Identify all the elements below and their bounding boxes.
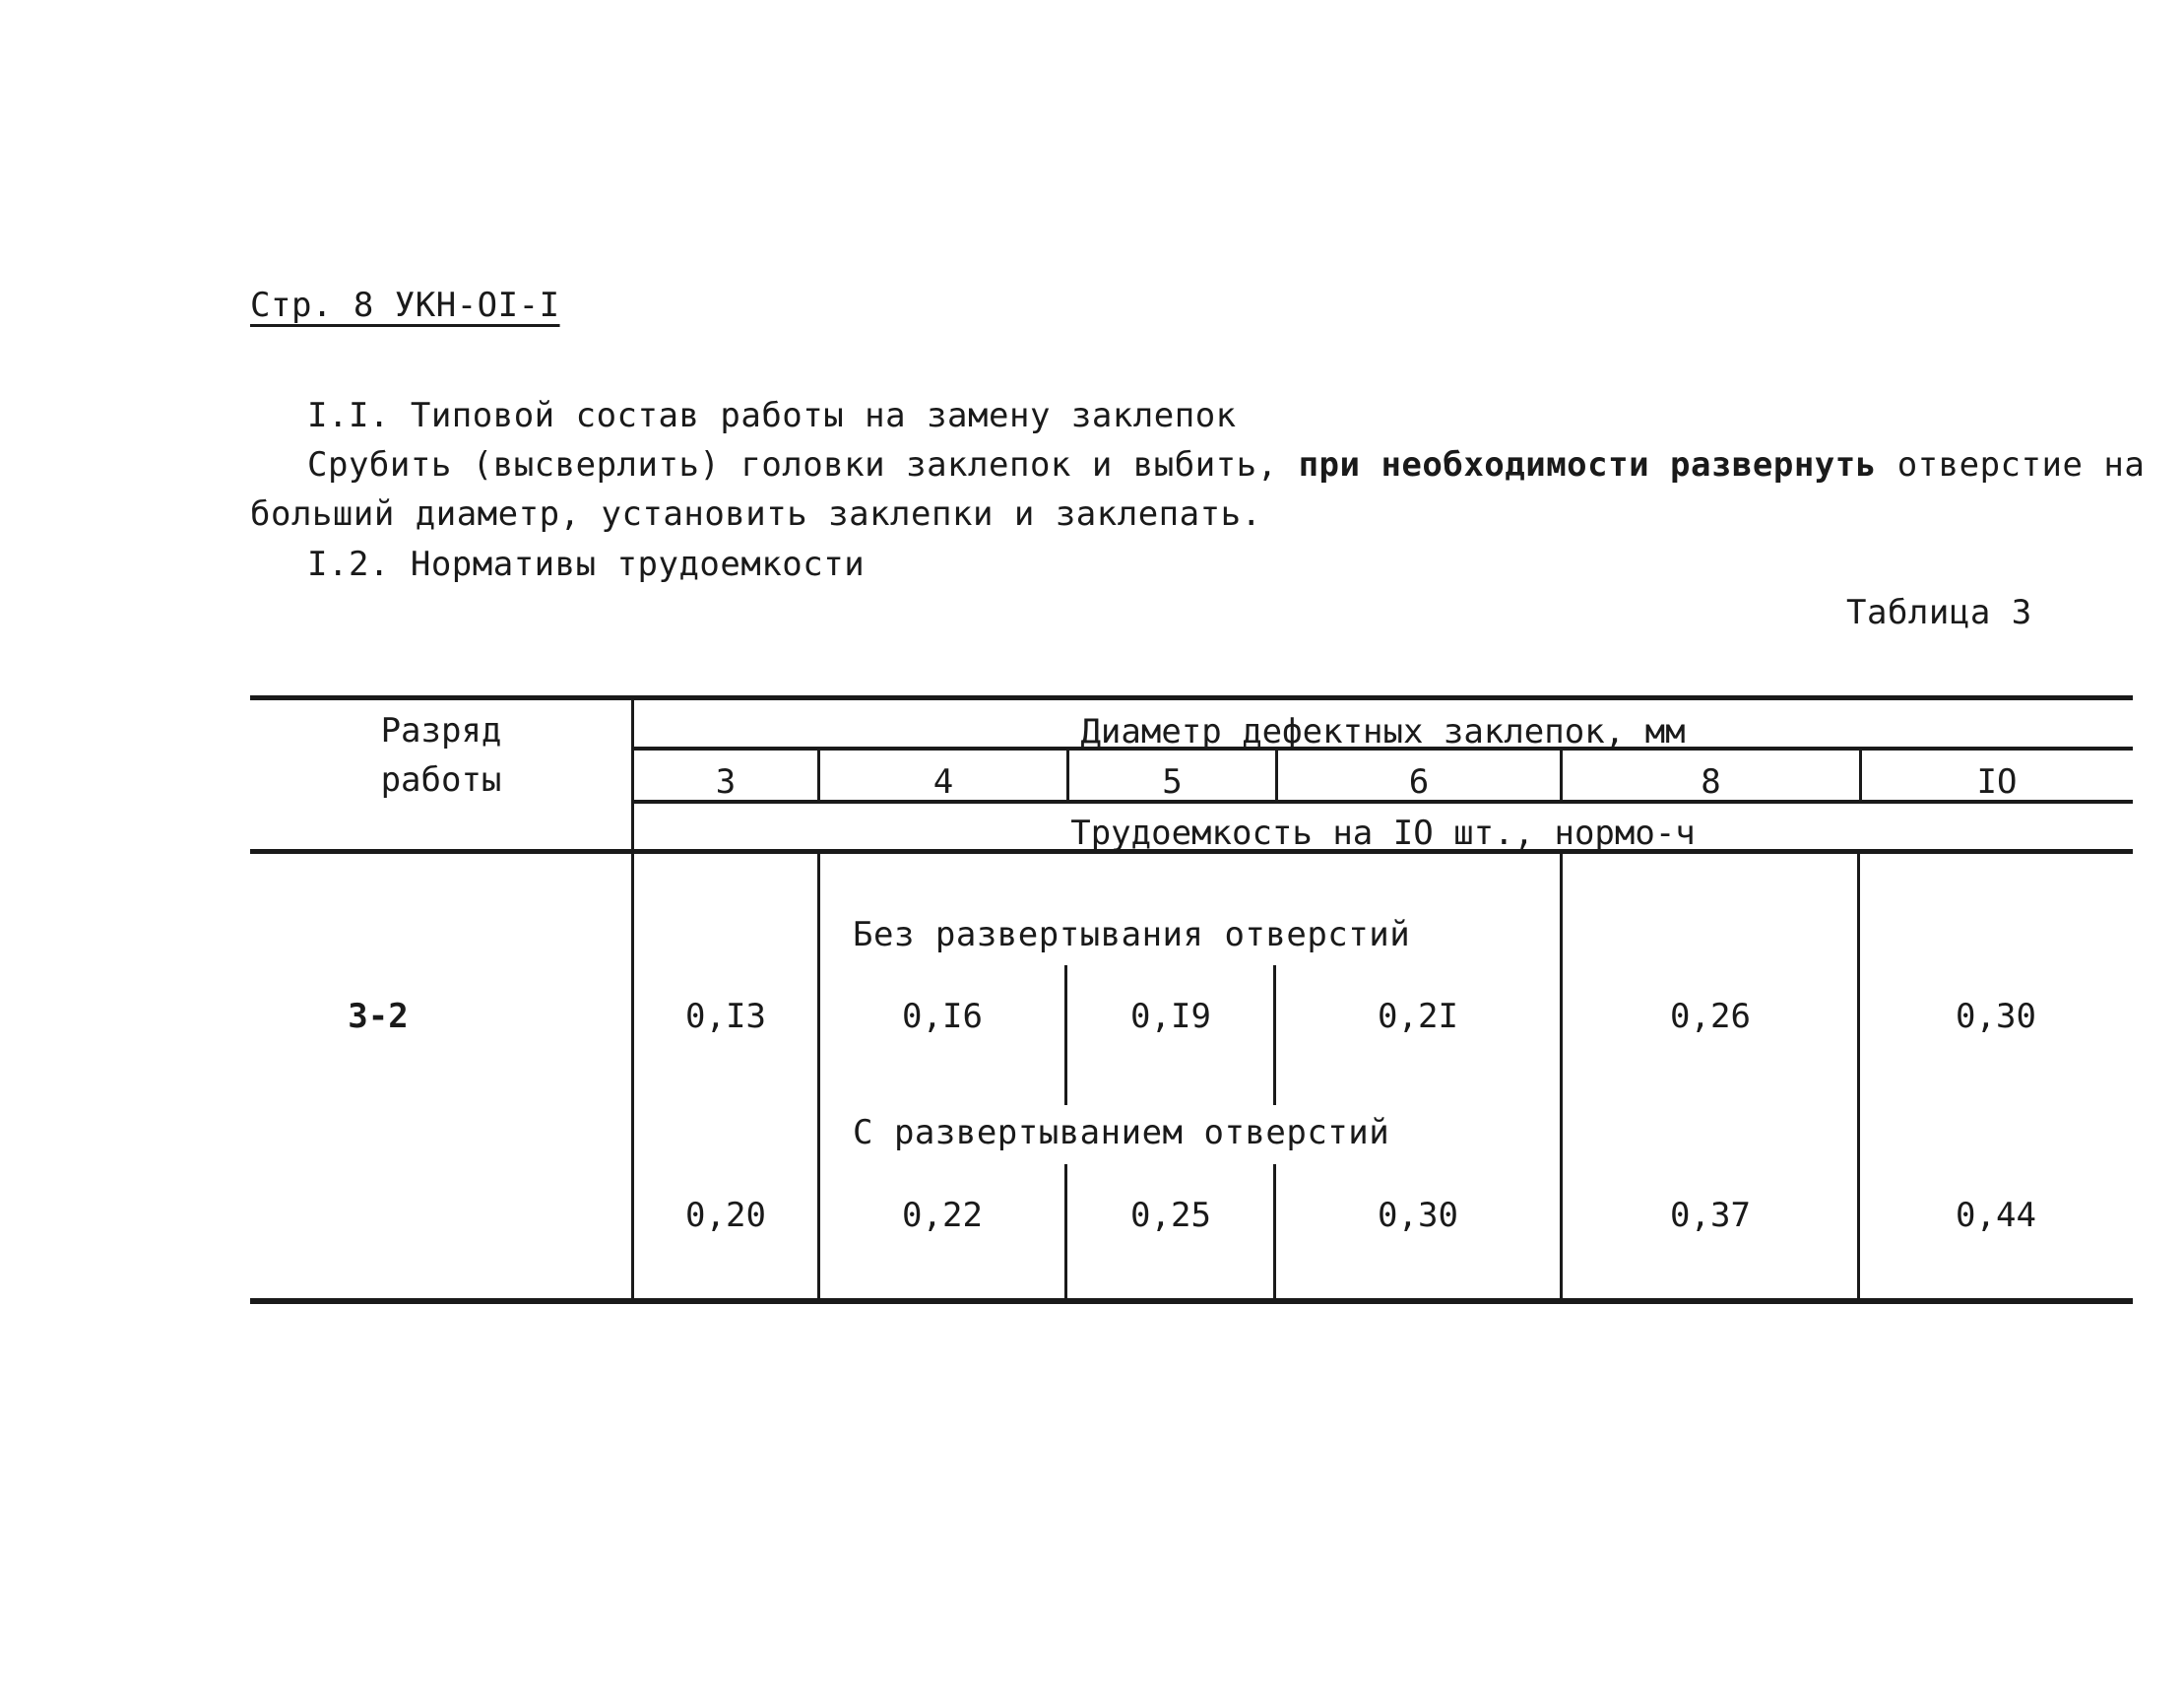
text-bold: при необходимости развернуть bbox=[1298, 445, 1877, 485]
rank-value: 3-2 bbox=[348, 997, 409, 1036]
section-1-1-title: I.I. Типовой состав работы на замену заклепок bbox=[307, 396, 1237, 435]
section-1-1-text-line2: больший диаметр, установить заклепки и заклепать. bbox=[250, 494, 1262, 534]
with-value-d3: 0,20 bbox=[685, 1196, 766, 1235]
diameter-header: Диаметр дефектных заклепок, мм bbox=[1080, 712, 1686, 751]
section-1-1-text-line1 bbox=[307, 445, 2145, 485]
with-value-d6: 0,30 bbox=[1378, 1196, 1458, 1235]
with-value-d8: 0,37 bbox=[1670, 1196, 1751, 1235]
group-without-label: Без развертывания отверстий bbox=[853, 915, 1411, 954]
with-value-d4: 0,22 bbox=[902, 1196, 983, 1235]
table-bottom-rule bbox=[250, 1298, 2133, 1304]
page-reference: Стр. 8 УКН-ОI-I bbox=[250, 286, 560, 325]
rank-header-line2: работы bbox=[380, 760, 502, 800]
text-normal: Срубить (высверлить) головки заклепок и выбить, bbox=[307, 445, 1278, 485]
without-value-d4: 0,I6 bbox=[902, 997, 983, 1036]
text-end: отверстие на bbox=[1896, 445, 2146, 485]
group-with-label: С развертыванием отверстий bbox=[853, 1113, 1390, 1152]
diameter-10: IO bbox=[1976, 762, 2018, 802]
with-value-d10: 0,44 bbox=[1956, 1196, 2036, 1235]
without-value-d8: 0,26 bbox=[1670, 997, 1751, 1036]
rank-header-line1: Разряд bbox=[380, 711, 502, 751]
diameter-4: 4 bbox=[932, 762, 954, 802]
table-caption: Таблица 3 bbox=[1846, 593, 2032, 632]
table-top-rule bbox=[250, 695, 2133, 700]
with-value-d5: 0,25 bbox=[1130, 1196, 1211, 1235]
without-value-d6: 0,2I bbox=[1378, 997, 1458, 1036]
without-value-d10: 0,30 bbox=[1956, 997, 2036, 1036]
without-value-d3: 0,I3 bbox=[685, 997, 766, 1036]
diameter-5: 5 bbox=[1162, 762, 1183, 802]
diameter-3: 3 bbox=[715, 762, 737, 802]
diameter-8: 8 bbox=[1701, 762, 1721, 802]
section-1-2-title: I.2. Нормативы трудоемкости bbox=[307, 545, 866, 584]
without-value-d5: 0,I9 bbox=[1130, 997, 1211, 1036]
diameter-6: 6 bbox=[1408, 762, 1430, 802]
unit-header: Трудоемкость на IO шт., нормо-ч bbox=[1070, 814, 1696, 853]
